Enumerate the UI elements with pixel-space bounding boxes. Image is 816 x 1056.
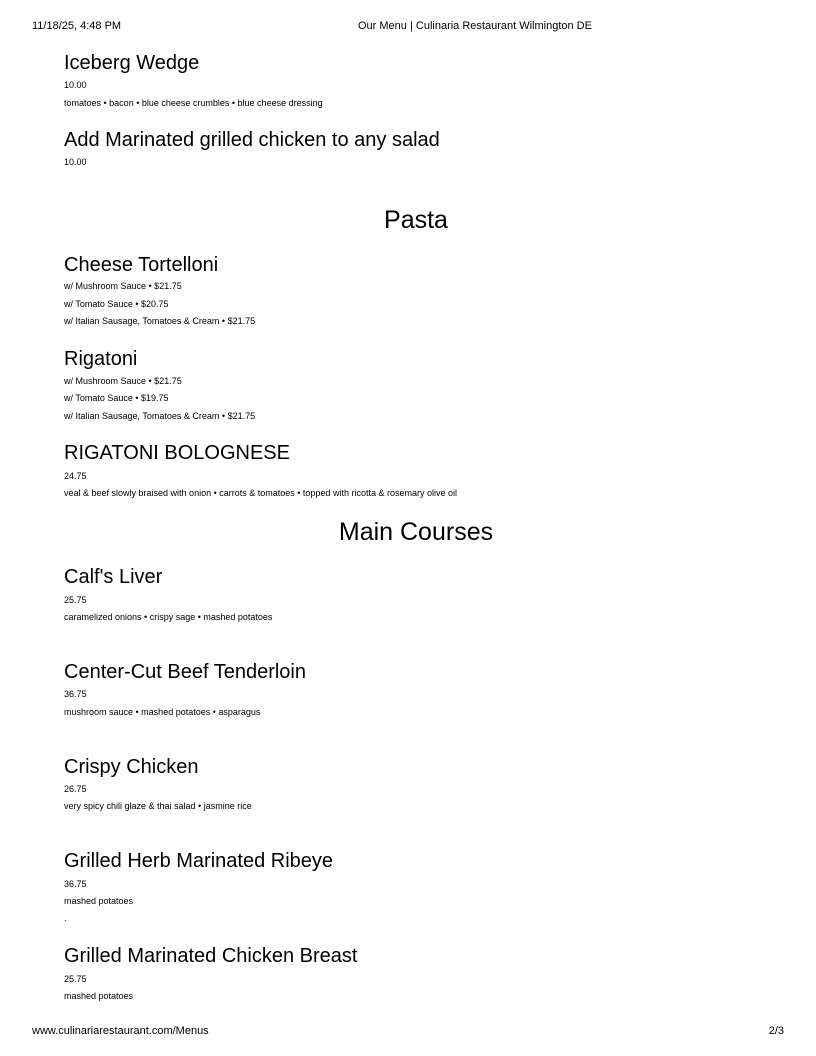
item-name: Iceberg Wedge [64, 52, 200, 74]
item-price: 10.00 [64, 157, 87, 167]
item-name: Grilled Herb Marinated Ribeye [64, 850, 334, 872]
print-url: www.culinariarestaurant.com/Menus [32, 1025, 209, 1037]
item-option: w/ Italian Sausage, Tomatoes & Cream • $21.75 [64, 411, 256, 421]
item-price: 25.75 [64, 595, 87, 605]
item-option: w/ Mushroom Sauce • $21.75 [64, 281, 182, 291]
item-description: mushroom sauce • mashed potatoes • asparagus [64, 707, 261, 717]
menu-item-marinated-chicken-breast [64, 944, 768, 1001]
item-description: tomatoes • bacon • blue cheese crumbles • blue cheese dressing [64, 98, 323, 108]
menu-item-crispy-chicken [64, 755, 768, 811]
item-name: Center-Cut Beef Tenderloin [64, 661, 306, 683]
item-price: 26.75 [64, 784, 87, 794]
print-page-number: 2/3 [768, 1025, 784, 1037]
print-datetime: 11/18/25, 4:48 PM [32, 20, 122, 32]
item-price: 25.75 [64, 974, 87, 984]
item-option: w/ Italian Sausage, Tomatoes & Cream • $21.75 [64, 316, 256, 326]
menu-item-cheese-tortelloni [64, 253, 768, 326]
item-option: w/ Tomato Sauce • $20.75 [64, 299, 169, 309]
item-name: Cheese Tortelloni [64, 254, 219, 276]
item-option: w/ Tomato Sauce • $19.75 [64, 393, 169, 403]
menu-item-calfs-liver [64, 565, 768, 622]
menu-item-beef-tenderloin [64, 660, 768, 717]
item-name: Add Marinated grilled chicken to any salad [64, 129, 440, 151]
item-name: Calf's Liver [64, 566, 163, 588]
item-name: Crispy Chicken [64, 756, 199, 778]
item-description: caramelized onions • crispy sage • mashed potatoes [64, 612, 273, 622]
section-title-main-courses: Main Courses [338, 518, 494, 546]
menu-item-iceberg-wedge [64, 51, 768, 108]
item-description: veal & beef slowly braised with onion • carrots & tomatoes • topped with ricotta & rosemary olive oil [64, 488, 457, 498]
print-page-title: Our Menu | Culinaria Restaurant Wilmington DE [358, 20, 592, 32]
item-price: 36.75 [64, 689, 87, 699]
item-name: RIGATONI BOLOGNESE [64, 442, 290, 464]
item-note: . [64, 913, 67, 923]
item-description: mashed potatoes [64, 991, 134, 1001]
item-name: Rigatoni [64, 348, 138, 370]
menu-item-rigatoni [64, 347, 768, 421]
menu-item-herb-ribeye [64, 849, 768, 923]
item-description: mashed potatoes [64, 896, 134, 906]
menu-item-rigatoni-bolognese [64, 441, 768, 498]
item-option: w/ Mushroom Sauce • $21.75 [64, 376, 182, 386]
item-name: Grilled Marinated Chicken Breast [64, 945, 358, 967]
item-price: 10.00 [64, 80, 87, 90]
item-price: 36.75 [64, 879, 87, 889]
item-description: very spicy chili glaze & thai salad • jasmine rice [64, 801, 252, 811]
menu-item-add-chicken [64, 128, 768, 167]
item-price: 24.75 [64, 471, 87, 481]
section-title-pasta: Pasta [384, 206, 448, 234]
